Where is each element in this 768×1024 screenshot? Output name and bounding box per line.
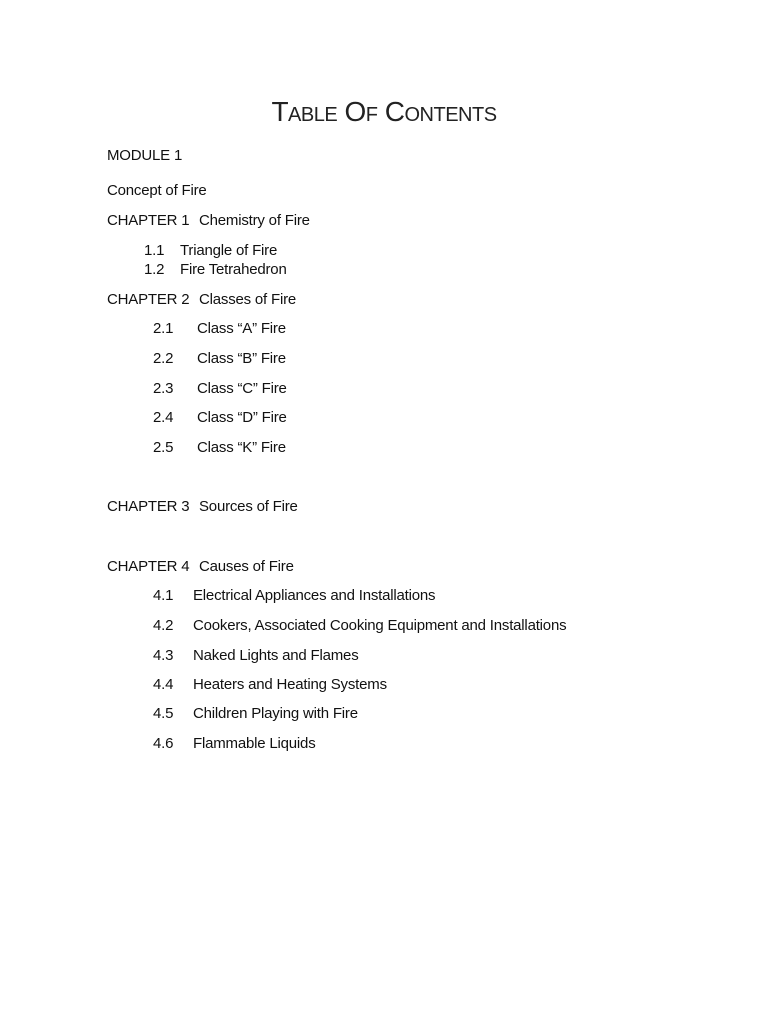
section-title: Class “C” Fire [197,380,287,397]
chapter-title: Causes of Fire [199,558,294,575]
section-title: Class “D” Fire [197,409,287,426]
toc-section-2-4 [153,408,287,428]
section-number: 2.2 [153,350,174,367]
toc-section-2-2 [153,349,286,369]
chapter-1-entry [107,211,310,231]
module-heading: MODULE 1 [107,147,183,164]
section-number: 1.2 [144,261,165,278]
section-title: Naked Lights and Flames [193,647,359,664]
toc-section-1-2 [144,260,287,280]
toc-section-4-5 [153,704,358,724]
page-title: Table Of Contents [271,96,497,127]
chapter-title: Sources of Fire [199,498,298,515]
section-title: Flammable Liquids [193,735,316,752]
section-title: Electrical Appliances and Installations [193,587,436,604]
chapter-label: CHAPTER 1 [107,212,190,229]
section-number: 4.6 [153,735,174,752]
chapter-label: CHAPTER 2 [107,291,190,308]
toc-section-2-1 [153,319,286,339]
section-title: Class “B” Fire [197,350,286,367]
section-title: Children Playing with Fire [193,705,358,722]
section-number: 2.5 [153,439,174,456]
chapter-2-entry [107,290,296,310]
toc-section-1-1 [144,241,277,261]
toc-section-4-6 [153,734,316,754]
section-title: Fire Tetrahedron [180,261,287,278]
toc-section-2-5 [153,438,286,458]
section-number: 2.1 [153,320,174,337]
section-title: Heaters and Heating Systems [193,676,387,693]
chapter-title: Classes of Fire [199,291,297,308]
chapter-label: CHAPTER 3 [107,498,190,515]
chapter-label: CHAPTER 4 [107,558,190,575]
section-number: 1.1 [144,242,165,259]
section-number: 4.4 [153,676,174,693]
section-title: Triangle of Fire [180,242,278,259]
chapter-4-entry [107,557,294,577]
section-title: Class “A” Fire [197,320,286,337]
section-number: 4.2 [153,617,174,634]
section-title: Cookers, Associated Cooking Equipment and Installations [193,617,567,634]
toc-section-4-4 [153,675,387,695]
chapter-3-entry [107,497,298,517]
toc-section-4-3 [153,646,359,666]
section-number: 4.5 [153,705,174,722]
chapter-title: Chemistry of Fire [199,212,310,229]
section-number: 2.3 [153,380,174,397]
toc-section-2-3 [153,379,287,399]
toc-section-4-1 [153,586,435,606]
concept-heading: Concept of Fire [107,182,207,199]
section-number: 4.1 [153,587,174,604]
toc-section-4-2 [153,616,566,636]
section-number: 4.3 [153,647,174,664]
section-number: 2.4 [153,409,174,426]
section-title: Class “K” Fire [197,439,286,456]
